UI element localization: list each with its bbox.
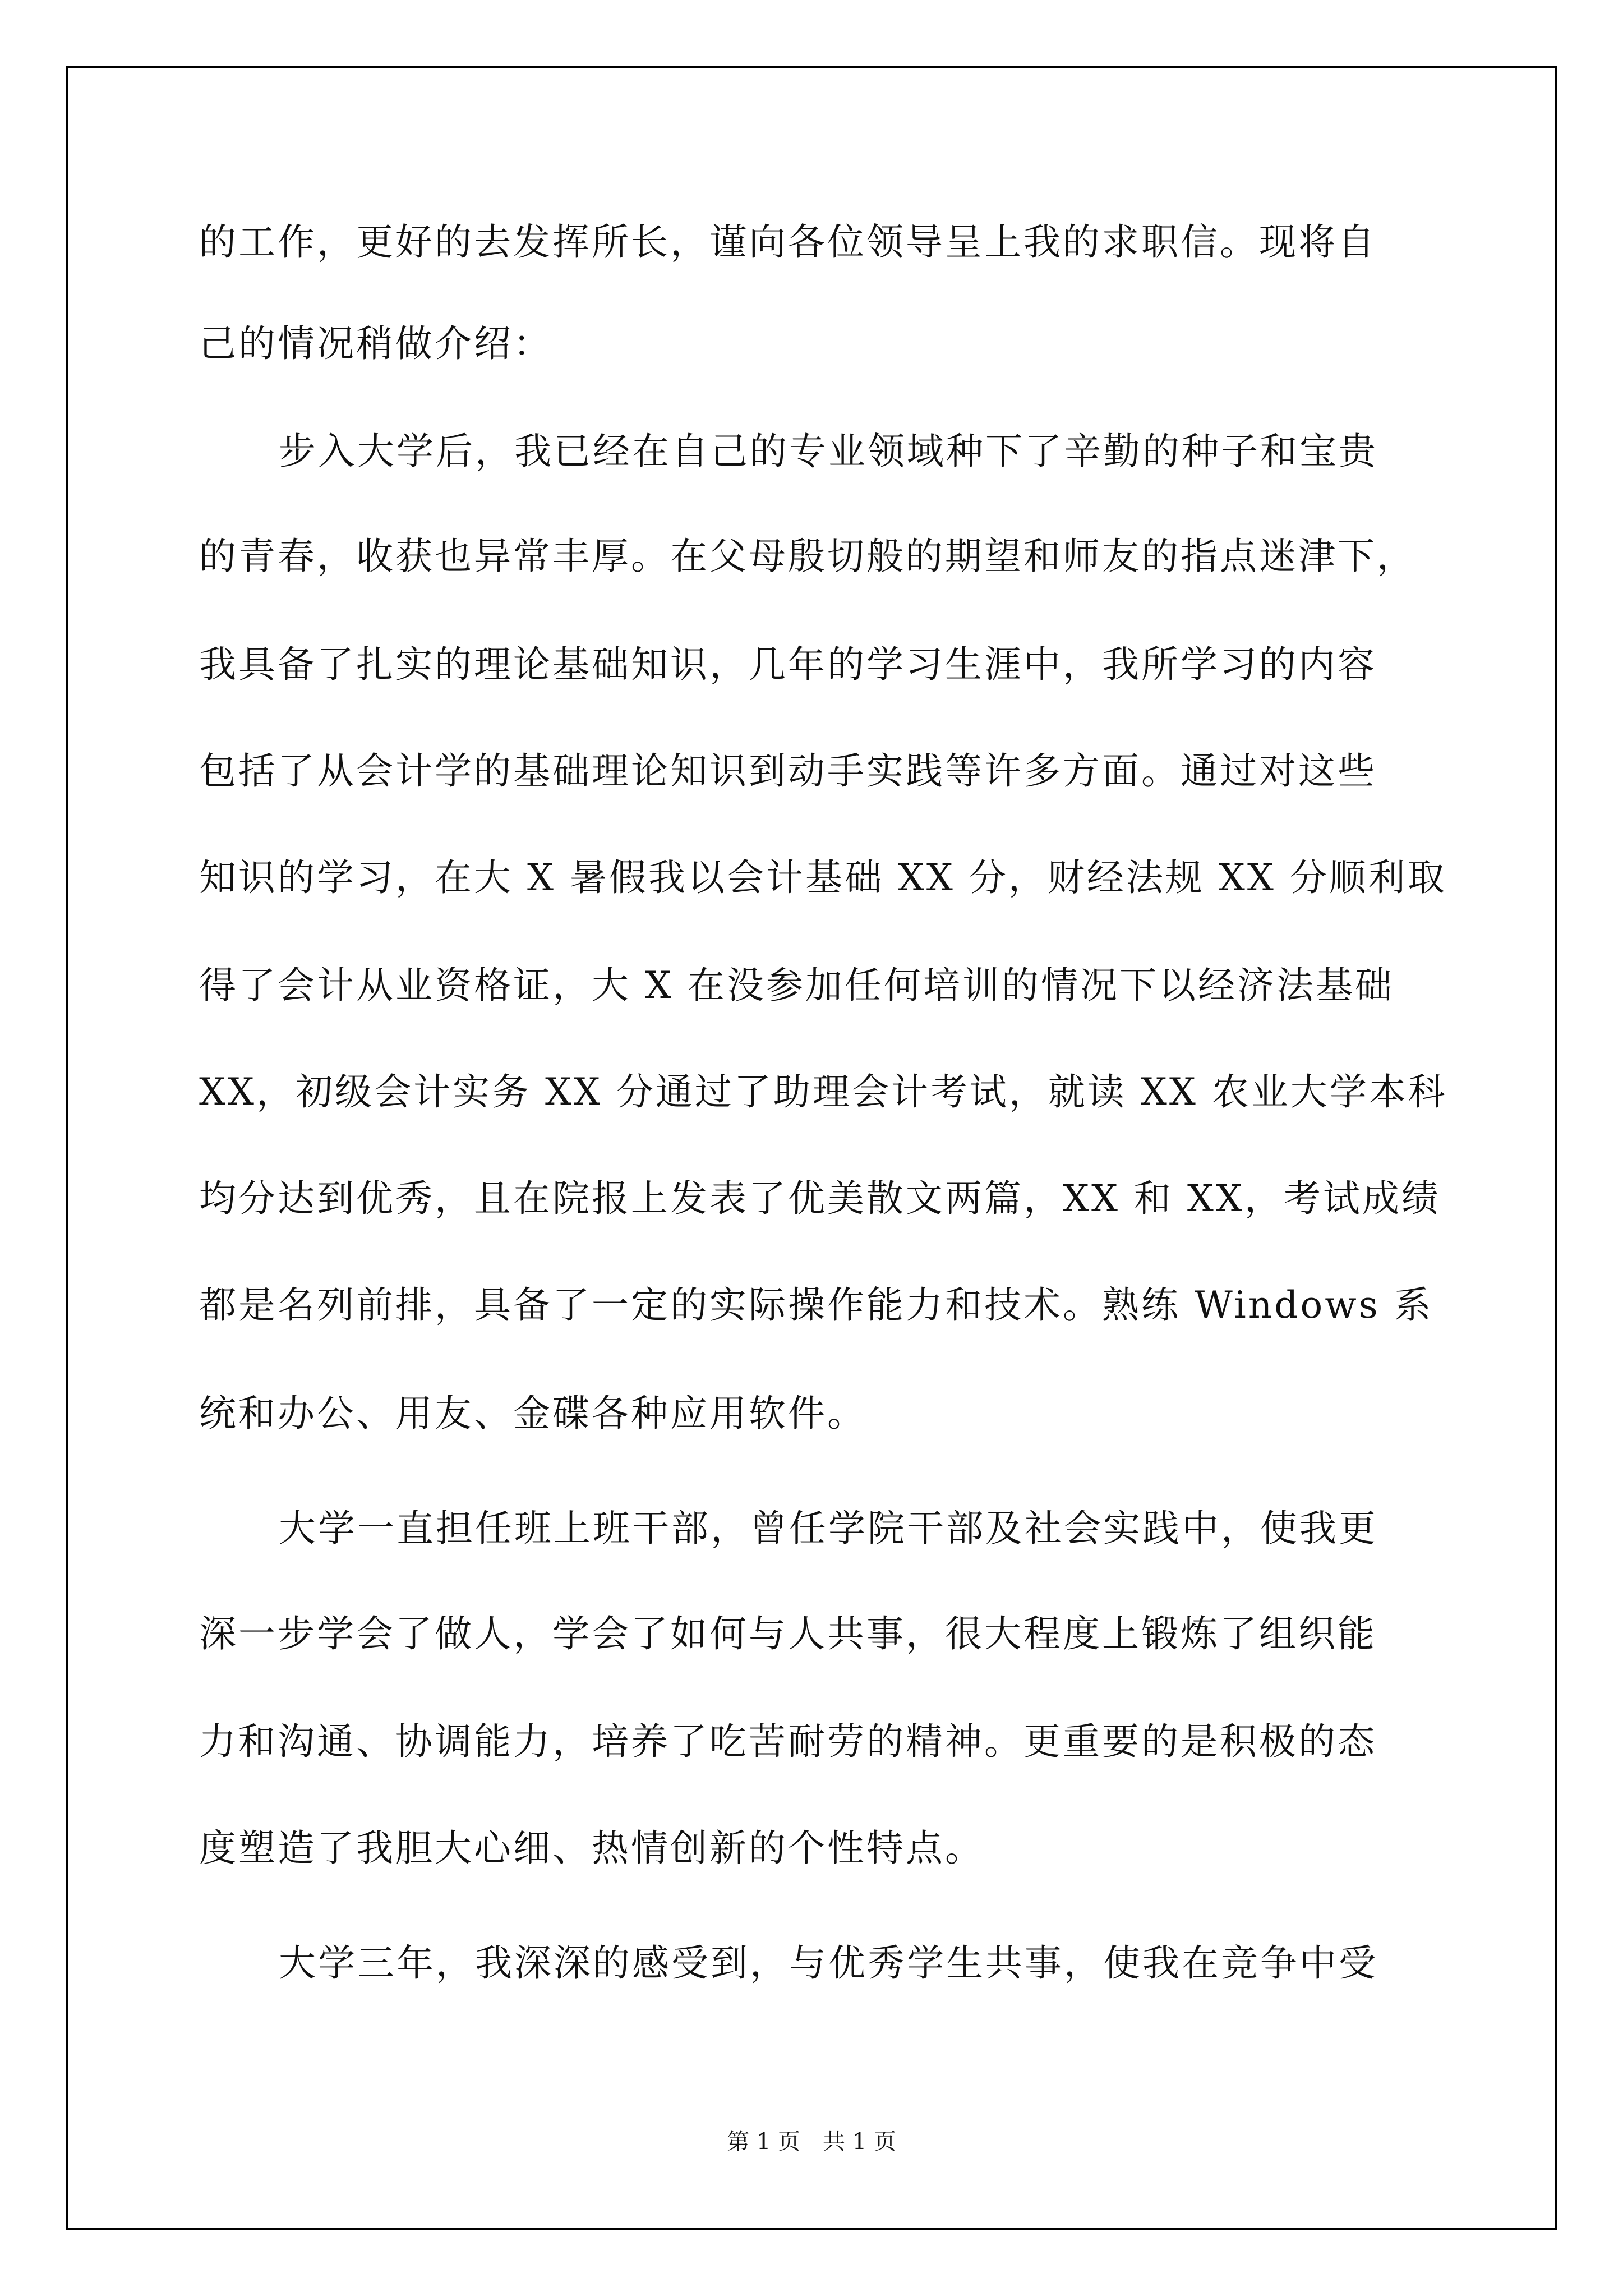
text-line: 大学三年，我深深的感受到，与优秀学生共事，使我在竞争中受: [279, 1941, 1378, 1985]
text-line: 都是名列前排，具备了一定的实际操作能力和技术。熟练 Windows 系: [199, 1283, 1433, 1327]
text-line: 知识的学习，在大 X 暑假我以会计基础 XX 分，财经法规 XX 分顺利取: [199, 856, 1447, 899]
text-line: 统和办公、用友、金碟各种应用软件。: [199, 1392, 866, 1435]
text-line: 度塑造了我胆大心细、热情创新的个性特点。: [199, 1826, 984, 1870]
text-line: 步入大学后，我已经在自己的专业领域种下了辛勤的种子和宝贵: [279, 430, 1378, 473]
text-line: 的青春，收获也异常丰厚。在父母殷切般的期望和师友的指点迷津下，: [199, 535, 1416, 578]
text-line: 我具备了扎实的理论基础知识，几年的学习生涯中，我所学习的内容: [199, 643, 1377, 686]
text-line: 均分达到优秀，且在院报上发表了优美散文两篇，XX 和 XX，考试成绩: [199, 1177, 1441, 1220]
text-line: 己的情况稍做介绍：: [199, 322, 552, 365]
text-line: 力和沟通、协调能力，培养了吃苦耐劳的精神。更重要的是积极的态: [199, 1720, 1377, 1763]
text-line: 大学一直担任班上班干部，曾任学院干部及社会实践中，使我更: [279, 1507, 1378, 1550]
text-line: 的工作，更好的去发挥所长，谨向各位领导呈上我的求职信。现将自: [199, 220, 1377, 264]
text-line: 深一步学会了做人，学会了如何与人共事，很大程度上锻炼了组织能: [199, 1612, 1377, 1655]
text-line: 得了会计从业资格证，大 X 在没参加任何培训的情况下以经济法基础: [199, 964, 1394, 1007]
text-line: XX，初级会计实务 XX 分通过了助理会计考试，就读 XX 农业大学本科: [199, 1070, 1447, 1114]
text-line: 包括了从会计学的基础理论知识到动手实践等许多方面。通过对这些: [199, 749, 1377, 793]
page-footer: 第 1 页 共 1 页: [727, 2129, 896, 2155]
